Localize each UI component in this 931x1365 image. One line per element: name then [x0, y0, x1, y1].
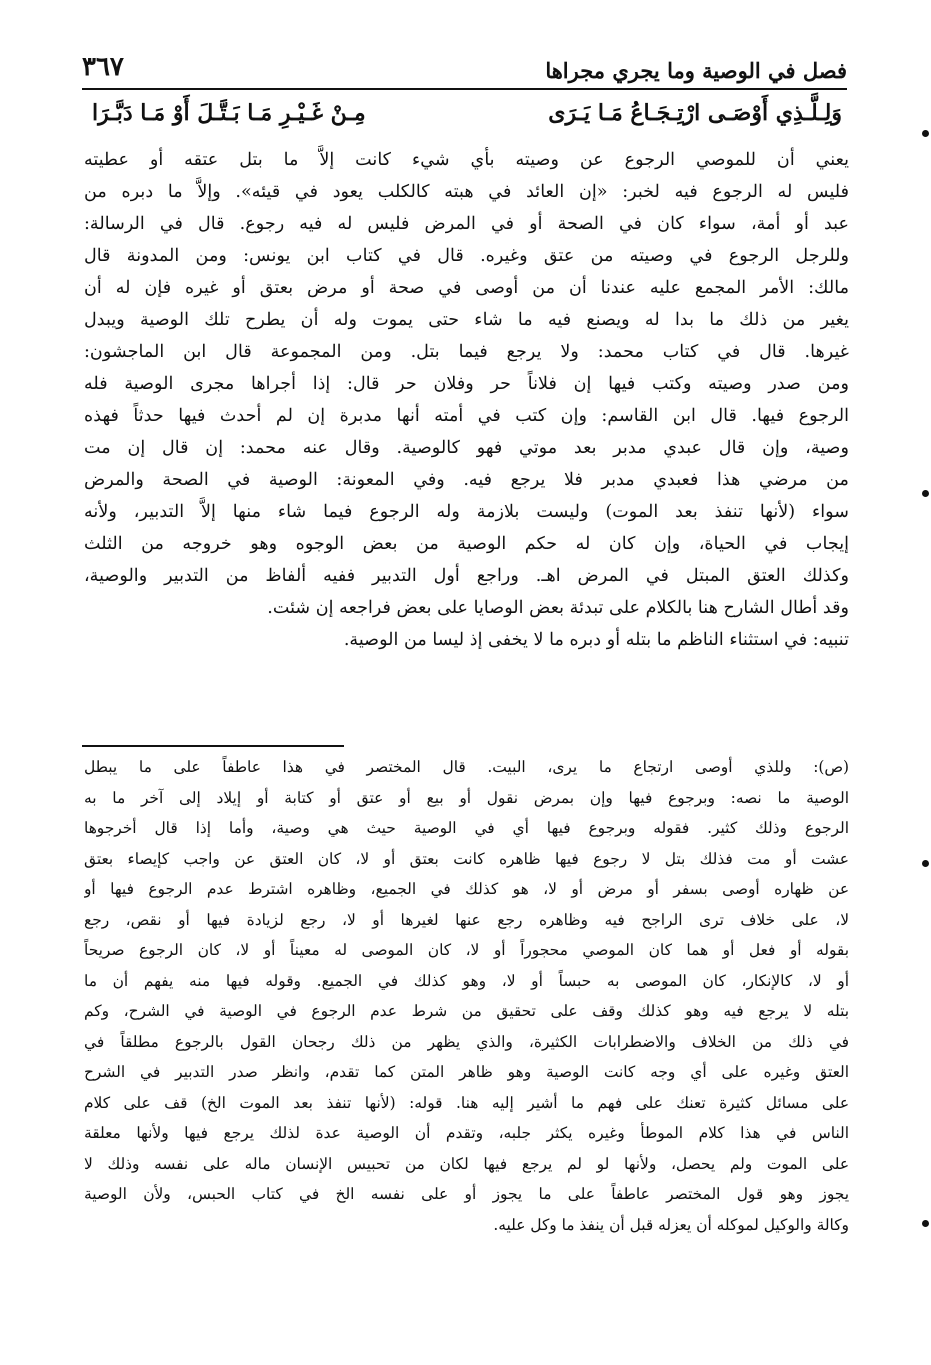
footnote-line: على مسائل كثيرة تعنك على فهم ما أشير إليه هنا. قوله: (لأنها تنفذ بعد الموت الخ) قف على كلام: [84, 1093, 849, 1112]
margin-dot: [922, 1220, 929, 1227]
commentary-line: إيجاب في الحياة، وإن كان له حكم الوصية من بعض الوجوه وهو خروجه من الثلث: [84, 534, 849, 554]
commentary-note-line: تنبيه: في استثناء الناظم ما بتله أو دبره ما لا يخفى إذ ليسا من الوصية.: [343, 630, 849, 650]
footnote-line: (ص): وللذي أوصى ارتجاع ما يرى، البيت. قال المختصر في هذا عاطفاً على ما يبطل: [84, 758, 849, 776]
commentary-line: مالك: الأمر المجمع عليه عندنا أن من أوصى في صحة أو مرض بعتق أو غيره فإن له أن: [84, 278, 849, 298]
commentary-line: وقد أطال الشارح هنا بالكلام على تبدئة بعض الوصايا على بعض فراجعه إن شئت.: [267, 598, 849, 618]
footnote-line: عن ظهاره أوصى بسفر أو مرض أو لا، هو كذلك في الجميع، وظاهره اشترط عدم الرجوع فيها أو: [84, 880, 849, 898]
footnote-line: أو لا، كالإنكار، كان الموصى به حبساً أو لا، وهو كذلك في الجميع. وقوله فيها منه يفهم أن ما: [84, 971, 849, 990]
margin-dot: [922, 490, 929, 497]
commentary-line: الرجوع فيها. قال ابن القاسم: وإن كتب في أمته أنها مدبرة إن لم أحدث فيها حدثاً فهذه: [84, 406, 849, 426]
footnote-line: الوصية ما نصه: وبرجوع فيها وإن بمرض نقول أو بيع أو عتق أو كتابة أو إيلاد إلى آخر ما به: [84, 788, 849, 807]
footnote-line: وكالة والوكيل لموكله أن يعزله قبل أن ينفذ ما وكل عليه.: [493, 1215, 849, 1234]
commentary-line: وصية، وإن قال عبدي مدبر بعد موتي فهو كالوصية. وقال عنه محمد: إن قال إن مت: [84, 438, 849, 458]
verse-second-hemistich: مِـنْ غَـيْـرِ مَـا بَـتَّـلَ أَوْ مَـا دَبَّـرَا: [92, 100, 366, 126]
commentary-line: فليس له الرجوع فيه لخبر: «إن العائد في هبته كالكلب يعود في قيئه». وإلاَّ ما دبره من: [84, 182, 849, 202]
footnote-line: لا، على خلاف ترى الراجح فيه وظاهره رجع عنها لغيرها أو لا، رجع لزيادة فيها أو نقص، رجع: [84, 910, 849, 929]
footnote-line: عشت أو مت فذلك بتل لا رجوع فيها ظاهره كانت بعتق أو لا، كان العتق عن واجب كإيصاء بعتق: [84, 849, 849, 868]
verse-line: [92, 100, 842, 140]
commentary-line: من مرضي هذا فعبدي مدبر فلا يرجع فيه. وفي المعونة: الوصية في الصحة والمرض: [84, 470, 849, 490]
footnote-line: الناس في هذا كلام الموطأ وغيره يكثر جلبه، وتقدم أن الوصية عدة لذلك يرجع فيها ولأنها معلقة: [84, 1124, 849, 1142]
footnote-line: الرجوع وذلك كثير. فقوله وبرجوع فيها أي في الوصية حيث هي وصية، وأما إذا قال أخرجوها: [84, 819, 849, 837]
commentary-line: يعني أن للموصي الرجوع عن وصيته بأي شيء كانت إلاَّ ما بتل عتقه أو عطيته: [84, 150, 849, 170]
page-header: [82, 52, 847, 92]
footnote-line: بتله لا يرجع فيه وهو كذلك وقف على تحقيق من شرط عدم الرجوع في الوصية في الشرح، وكم: [84, 1002, 849, 1020]
footnote-line: في ذلك من الخلاف والاضطرابات الكثيرة، والذي يظهر من ذلك رجحان القول بالرجوع مطلقاً في: [84, 1032, 849, 1051]
footnote-line: على الموت ولم يحصل، ولأنها لو لم يرجع فيها لكان من تحبيس الإنسان ماله على نفسه وذلك لا: [84, 1154, 849, 1173]
footnote-line: العتق وغيره على أي وجه كانت الوصية وهو ظاهر المتن كما تقدم، وانظر صدر التدبير في الشرح: [84, 1063, 849, 1081]
commentary-line: سواء (لأنها تنفذ بعد الموت) وليست بلازمة وله الرجوع فيما شاء منها إلاَّ التدبير، ولأنه: [84, 502, 849, 522]
commentary-line: عبد أو أمة، سواء كان في الصحة أو في المرض فليس له فيه رجوع. قال في الرسالة:: [84, 214, 849, 234]
commentary-line: غيرها. قال في كتاب محمد: ولا يرجع فيما بتل. ومن المجموعة قال ابن الماجشون:: [84, 342, 849, 362]
footnote-line: يجوز وهو قول المختصر عاطفاً على ما يجوز أو على نفسه الخ في كتاب الحبس، ولأن الوصية: [84, 1185, 849, 1203]
commentary-text: [84, 144, 849, 656]
commentary-line: وكذلك العتق المبتل في المرض اهـ. وراجع أول التدبير ففيه ألفاظ من التدبير والوصية،: [84, 566, 849, 586]
footnote-line: بقوله أو فعل أو هما كان الموصي محجوراً أو لا، كان الموصى له معيناً أو لا، كان الرجوع صريحاً: [84, 941, 849, 959]
margin-dot: [922, 130, 929, 137]
running-title: فصل في الوصية وما يجري مجراها: [545, 58, 847, 83]
page-number: ٣٦٧: [82, 52, 124, 82]
header-divider: [82, 88, 847, 90]
commentary-line: يغير من ذلك ما بدا له ويصنع فيه ما شاء حتى يموت وله أن يطرح تلك الوصية ويبدل: [84, 310, 849, 330]
margin-dot: [922, 860, 929, 867]
commentary-line: ومن صدر وصيته وكتب فيها إن فلاناً حر وفلان حر قال: إذا أجراها مجرى الوصية فله: [84, 374, 849, 394]
verse-first-hemistich: وَلِـلَّـذِي أَوْصَـى ارْتِـجَـاعُ مَـا يَـرَى: [548, 100, 842, 126]
commentary-line: وللرجل الرجوع في وصيته من عتق وغيره. قال في كتاب ابن يونس: ومن المدونة قال: [84, 246, 849, 266]
footnote-text: [84, 752, 849, 1240]
footnote-divider: [82, 745, 344, 747]
